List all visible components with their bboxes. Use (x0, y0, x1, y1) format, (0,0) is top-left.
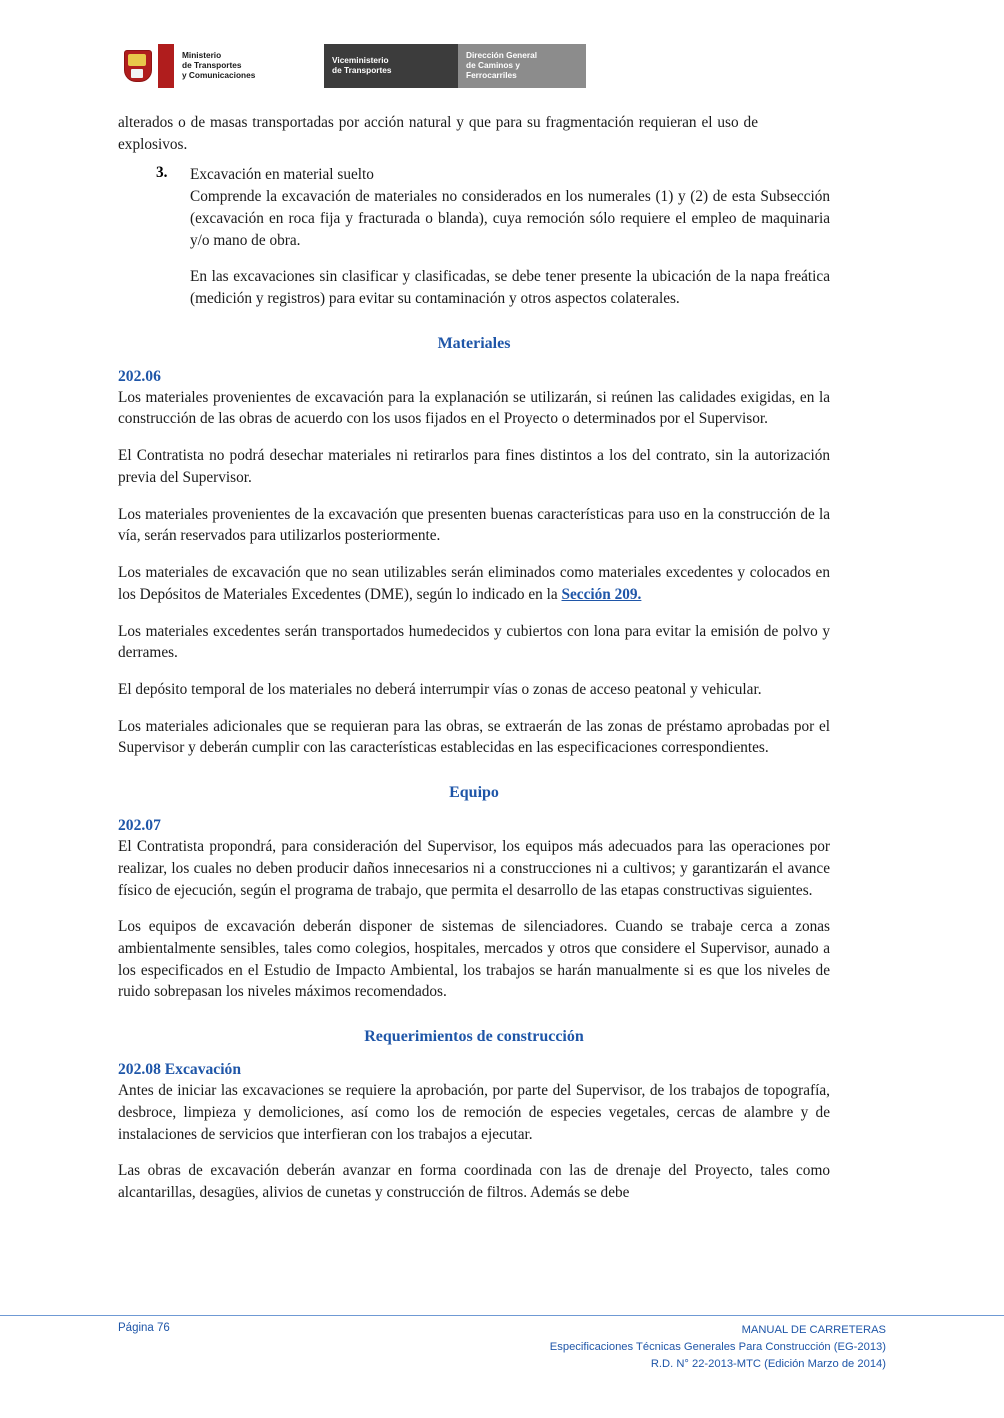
link-seccion-209[interactable]: Sección 209. (561, 585, 642, 603)
paragraph-206-3: Los materiales provenientes de la excavación que presenten buenas características para uso en la construcción de la vía, serán reservados para utilizarlos posteriormente. (118, 505, 830, 545)
paragraph-206-4-text: Los materiales de excavación que no sean utilizables serán eliminados como materiales excedentes y colocados en los Depósitos de Materiales Excedentes (DME), según lo indicado en la (118, 564, 830, 603)
footer-document-info (550, 1322, 886, 1372)
header-direccion-general (458, 44, 586, 88)
direccion-line3: Ferrocarriles (466, 69, 517, 80)
ministerio-line2: de Transportes (182, 60, 242, 71)
paragraph-206-4 (118, 562, 830, 605)
ministerio-line3: y Comunicaciones (182, 69, 256, 80)
paragraph-206-6: El depósito temporal de los materiales no deberá interrumpir vías o zonas de acceso peatonal y vehicular. (118, 680, 762, 698)
footer-divider (0, 1315, 1004, 1316)
list-item-3-text: Comprende la excavación de materiales no considerados en los numerales (1) y (2) de esta Subsección (excavación en roca fija y fracturada o blanda), cuya remoción sólo requiere el empleo de maquinaria y/o mano de obra. (190, 188, 830, 249)
section-number-202-07: 202.07 (118, 817, 161, 835)
list-item-3 (156, 164, 830, 309)
ministerio-line1: Ministerio (182, 50, 222, 61)
institutional-header (118, 44, 596, 88)
footer-title: MANUAL DE CARRETERAS (741, 1324, 886, 1336)
footer-rd: R.D. N° 22-2013-MTC (Edición Marzo de 2014) (650, 1357, 886, 1370)
paragraph-207-2: Los equipos de excavación deberán disponer de sistemas de silenciadores. Cuando se trabaje cerca a zonas ambientalmente sensibles, tales como colegios, hospitales, mercados y otros que considere el Supervisor, aunado a los especificados en el Estudio de Impacto Ambiental, los trabajos se harán manualmente si es que los niveles de ruido sobrepasan los niveles máximos recomendados. (118, 918, 830, 1001)
peru-coat-of-arms-icon (118, 44, 158, 88)
heading-equipo: Equipo (449, 784, 499, 802)
direccion-line1: Dirección General (466, 50, 538, 61)
direccion-line2: de Caminos y (466, 60, 520, 71)
viceministerio-line1: Viceministerio (332, 55, 389, 66)
section-number-202-08: 202.08 Excavación (118, 1061, 242, 1079)
heading-requerimientos-construccion: Requerimientos de construcción (364, 1028, 584, 1046)
paragraph-206-7: Los materiales adicionales que se requieran para las obras, se extraerán de las zonas de préstamo aprobadas por el Supervisor y deberán cumplir con las características establecidas en las especificaciones correspondientes. (118, 717, 830, 757)
page-number: Página 76 (118, 1322, 170, 1334)
header-viceministerio (324, 44, 458, 88)
paragraph-206-5: Los materiales excedentes serán transportados humedecidos y cubiertos con lona para evitar la emisión de polvo y derrames. (118, 622, 830, 662)
page-footer (118, 1322, 886, 1372)
paragraph-208-1: Antes de iniciar las excavaciones se requiere la aprobación, por parte del Supervisor, de los trabajos de topografía, desbroce, limpieza y demoliciones, así como los de remoción de especies vegetales, cercas de alambre y de instalaciones de servicios que interfieran con los trabajos a ejecutar. (118, 1082, 830, 1143)
paragraph-208-2: Las obras de excavación deberán avanzar en forma coordinada con las de drenaje del Proyecto, tales como alcantarillas, desagües, alivios de cunetas y construcción de filtros. Además se debe (118, 1162, 830, 1201)
paragraph-207-1: El Contratista propondrá, para consideración del Supervisor, los equipos más adecuados para las operaciones por realizar, los cuales no deben producir daños innecesarios ni a construcciones ni a cultivos; y garantizarán el avance físico de ejecución, según el programa de trabajo, que permita el desarrollo de las etapas constructivas siguientes. (118, 838, 830, 899)
list-item-3-text-2: En las excavaciones sin clasificar y clasificadas, se debe tener presente la ubicación de la napa freática (medición y registros) para evitar su contaminación y otros aspectos colaterales. (190, 268, 830, 308)
viceministerio-line2: de Transportes (332, 65, 392, 75)
header-red-bar (158, 44, 174, 88)
list-item-3-title: Excavación en material suelto (190, 166, 374, 184)
list-item-3-number: 3. (156, 164, 168, 182)
paragraph-206-2: El Contratista no podrá desechar materiales ni retirarlos para fines distintos a los del contrato, sin la autorización previa del Supervisor. (118, 447, 830, 486)
footer-subtitle: Especificaciones Técnicas Generales Para Construcción (EG-2013) (549, 1340, 886, 1353)
paragraph-206-1: Los materiales provenientes de excavación para la explanación se utilizarán, si reúnen las calidades exigidas, en la construcción de las obras de acuerdo con los usos fijados en el Proyecto o determinados por el Supervisor. (118, 388, 830, 428)
heading-materiales: Materiales (437, 334, 511, 352)
header-ministerio (174, 44, 324, 88)
section-number-202-06: 202.06 (118, 367, 161, 385)
document-body (118, 112, 830, 1204)
paragraph-continuation: alterados o de masas transportadas por acción natural y que para su fragmentación requieran el uso de explosivos. (118, 114, 758, 153)
